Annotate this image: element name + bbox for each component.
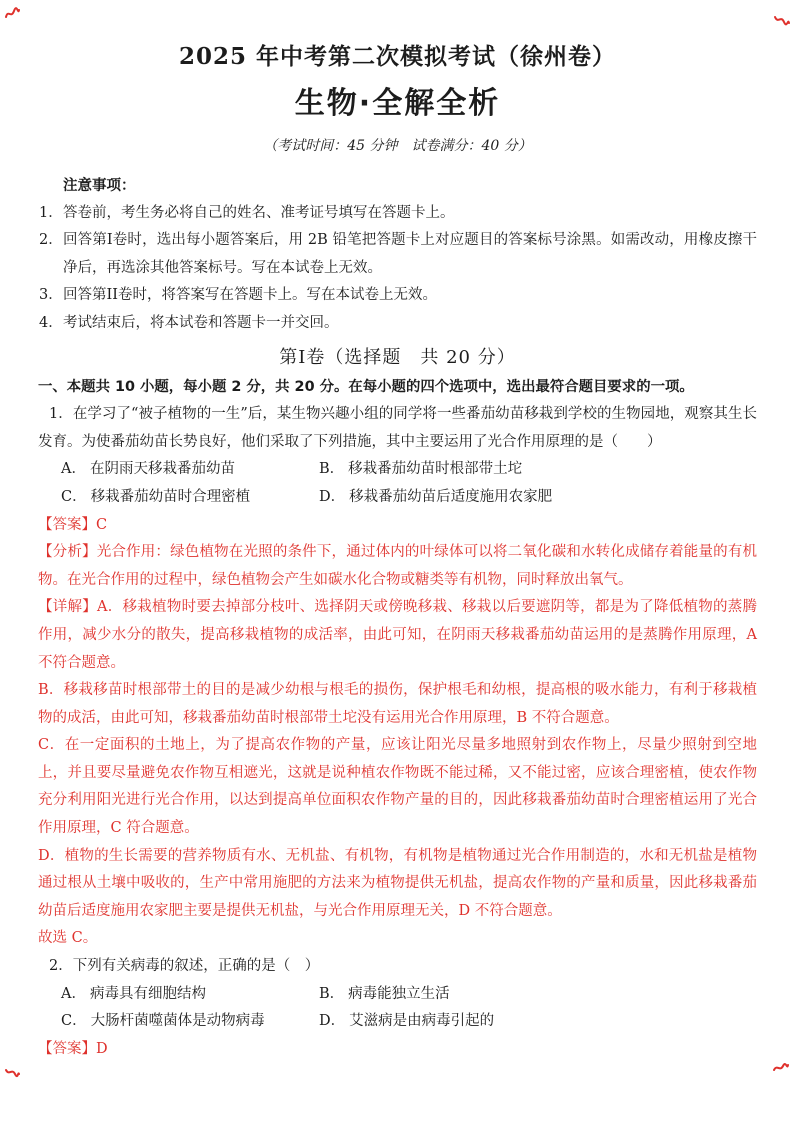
option-label: A． — [61, 985, 86, 1002]
notice-item-number: 1． — [39, 204, 63, 221]
option-b — [319, 456, 757, 484]
question-1-options — [61, 456, 757, 511]
option-d — [319, 484, 757, 512]
option-label: D． — [319, 1013, 346, 1030]
option-d — [319, 1008, 757, 1036]
option-text: 大肠杆菌噬菌体是动物病毒 — [90, 1013, 265, 1030]
option-text: 病毒能独立生活 — [348, 985, 450, 1002]
option-label: B． — [319, 461, 345, 478]
notice-item — [38, 200, 757, 228]
question-1-detail-b: B．移栽移苗时根部带土的目的是减少幼根与根毛的损伤，保护根毛和幼根，提高根的吸水能力，有利于移栽植物的成活，由此可知，移栽番茄幼苗时根部带土坨没有运用光合作用原理，B 不符合题意。 — [38, 682, 757, 726]
option-text: 移栽番茄幼苗时根部带土坨 — [348, 461, 523, 478]
corner-mark-icon — [4, 1064, 20, 1080]
option-label: C． — [61, 488, 87, 505]
notice-item-text: 回答第I卷时，选出每小题答案后，用 2B 铅笔把答题卡上对应题目的答案标号涂黑。如需改动，用橡皮擦干净后，再选涂其他答案标号。写在本试卷上无效。 — [63, 232, 757, 276]
notice-item-number: 3． — [39, 287, 63, 304]
option-label: C． — [61, 1013, 87, 1030]
option-text: 移栽番茄幼苗时合理密植 — [90, 488, 251, 505]
question-1-detail-a: 【详解】A．移栽植物时要去掉部分枝叶、选择阴天或傍晚移栽、移栽以后要遮阴等，都是为了降低植物的蒸腾作用，减少水分的散失，提高移栽植物的成活率，由此可知，在阴雨天移栽番茄幼苗运用的是蒸腾作用原理，A 不符合题意。 — [38, 599, 757, 671]
page-subtitle: 生物·全解全析 — [294, 86, 501, 121]
option-label: A． — [61, 461, 86, 478]
notice-item — [38, 282, 757, 310]
question-2-options — [61, 981, 757, 1036]
exam-info: （考试时间：45 分钟 试卷满分：40 分） — [263, 138, 532, 154]
option-a — [61, 981, 319, 1009]
notice-item-number: 4． — [39, 314, 63, 331]
notice-item-number: 2． — [39, 232, 63, 249]
notice-item-text: 回答第II卷时，将答案写在答题卡上。写在本试卷上无效。 — [63, 287, 437, 304]
question-1-detail-d: D．植物的生长需要的营养物质有水、无机盐、有机物，有机物是植物通过光合作用制造的，水和无机盐是植物通过根从土壤中吸收的，生产中常用施肥的方法来为植物提供无机盐，提高农作物的产量和质量，因此移栽番茄幼苗后适度施用农家肥主要是提供无机盐，与光合作用原理无关，D 不符合题意。 — [38, 847, 757, 919]
notice-item — [38, 310, 757, 338]
question-2-stem: 2．下列有关病毒的叙述，正确的是（ ） — [49, 958, 320, 975]
section-intro: 一、本题共 10 小题，每小题 2 分，共 20 分。在每小题的四个选项中，选出最符合题目要求的一项。 — [38, 378, 694, 395]
section-heading: 第I卷（选择题 共 20 分） — [279, 346, 516, 368]
option-text: 移栽番茄幼苗后适度施用农家肥 — [349, 488, 553, 505]
option-label: B． — [319, 985, 345, 1002]
corner-mark-icon — [773, 1060, 789, 1076]
notice-item-text: 答卷前，考生务必将自己的姓名、准考证号填写在答题卡上。 — [63, 204, 455, 221]
option-text: 在阴雨天移栽番茄幼苗 — [89, 461, 235, 478]
option-text: 艾滋病是由病毒引起的 — [349, 1013, 495, 1030]
question-1-answer: 【答案】C — [38, 516, 108, 533]
option-text: 病毒具有细胞结构 — [89, 985, 206, 1002]
question-1-stem: 1．在学习了“被子植物的一生”后，某生物兴趣小组的同学将一些番茄幼苗移栽到学校的生物园地，观察其生长发育。为使番茄幼苗长势良好，他们采取了下列措施，其中主要运用了光合作用原理的是（ ） — [38, 406, 757, 450]
question-1-conclusion: 故选 C。 — [38, 930, 98, 947]
corner-mark-icon — [4, 6, 20, 22]
option-a — [61, 456, 319, 484]
notice-item-text: 考试结束后，将本试卷和答题卡一并交回。 — [63, 314, 339, 331]
option-c — [61, 484, 319, 512]
question-1-analysis: 【分析】光合作用：绿色植物在光照的条件下，通过体内的叶绿体可以将二氧化碳和水转化成储存着能量的有机物。在光合作用的过程中，绿色植物会产生如碳水化合物或糖类等有机物，同时释放出氧气。 — [38, 544, 757, 588]
option-label: D． — [319, 488, 346, 505]
question-1-detail-c: C．在一定面积的土地上，为了提高农作物的产量，应该让阳光尽量多地照射到农作物上，尽量少照射到空地上，并且要尽量避免农作物互相遮光，这就是说种植农作物既不能过稀，又不能过密，应该合理密植，使农作物充分利用阳光进行光合作用，以达到提高单位面积农作物产量的目的，因此移栽番茄幼苗时合理密植运用了光合作用原理，C 符合题意。 — [38, 737, 757, 837]
notice-heading: 注意事项： — [63, 177, 136, 194]
question-2-answer: 【答案】D — [38, 1040, 108, 1057]
option-b — [319, 981, 757, 1009]
notice-item — [38, 227, 757, 282]
corner-mark-icon — [774, 12, 790, 28]
page-title: 2025 年中考第二次模拟考试（徐州卷） — [178, 43, 617, 70]
option-c — [61, 1008, 319, 1036]
